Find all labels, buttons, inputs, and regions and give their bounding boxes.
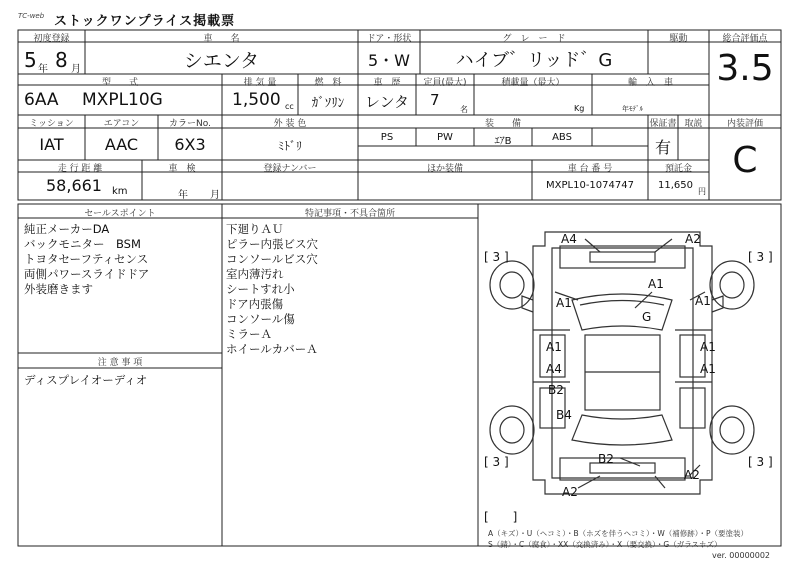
exterior-color: ﾐﾄﾞﾘ [277,139,302,153]
list-item: ディスプレイオーディオ [24,373,148,387]
list-item: シートすれ小 [226,282,295,296]
label-color-no: カラーNo. [169,119,211,129]
label-car-name: 車 名 [203,34,240,44]
unit-person: 名 [460,105,468,114]
label-exterior-color: 外 装 色 [273,119,307,129]
tc-web-logo: TC-web [18,12,45,20]
sales-points-list [24,222,149,297]
door-type: 5・W [367,51,410,70]
list-item: トヨタセーフティセンス [24,252,149,266]
interior-score: C [732,140,758,181]
label-chassis-number: 車 台 番 号 [567,164,613,174]
model-code: 6AA [24,90,59,110]
label-equipment: 装 備 [484,119,521,129]
capacity: 7 [430,91,440,109]
mark-a2-bottom-right: A2 [684,468,700,482]
list-item: 下廻りＡＵ [226,222,284,236]
car-name: シエンタ [183,50,260,72]
reg-month: 8 [55,48,68,72]
list-item: ミラーＡ [226,327,272,341]
mark-a1-right-door2: A1 [700,362,716,376]
equip-airbag: ｴｱB [494,136,512,147]
label-warranty: 保証書 [649,119,677,129]
list-item: 室内薄汚れ [226,267,284,281]
label-estimated-price: 預託金 [664,164,692,174]
label-load: 積載量（最大） [501,78,565,88]
history: レンタ [364,93,410,111]
mark-bracket-bl: [ 3 ] [484,455,509,469]
list-item: バックモニター BSM [24,237,141,251]
estimated-price: 11,650 [658,180,693,191]
mark-a4-top: A4 [561,232,577,246]
label-import: 輸 入 車 [627,78,673,88]
list-item: ドア内張傷 [226,297,284,311]
mark-g-glass: G [642,310,652,324]
label-first-reg: 初度登録 [33,34,70,44]
chassis-number: MXPL10-1074747 [546,180,634,191]
mark-a4-left: A4 [546,362,562,376]
mark-a1-roof: A1 [648,277,664,291]
label-door-type: ドア・形状 [366,34,412,44]
mark-a1-right-door1: A1 [700,340,716,354]
reg-year: 5 [24,48,37,72]
model-name: MXPL10G [82,90,163,110]
insp-month: 月 [210,190,220,201]
list-item: コンソール傷 [226,312,295,326]
label-grade: グ レ ー ド [502,34,566,44]
mark-bracket-br: [ 3 ] [748,455,773,469]
fuel: ｶﾞｿﾘﾝ [311,96,345,111]
label-history: 車 歴 [373,78,401,88]
label-manual: 取説 [684,119,703,129]
mark-b2-left: B2 [548,383,564,397]
mark-bracket-tr: [ 3 ] [748,250,773,264]
list-item: 外装磨きます [24,282,93,296]
label-displacement: 排 気 量 [243,78,277,88]
mark-b4-left: B4 [556,408,572,422]
label-mission: ミッション [29,119,74,129]
unit-cc: cc [285,102,294,111]
label-special-notes: 特記事項・不具合箇所 [304,209,395,219]
displacement: 1,500 [232,90,281,110]
label-inspection: 車 検 [168,164,196,174]
warranty: 有 [654,138,671,157]
cautions-list [24,373,147,388]
label-capacity: 定員(最大) [423,78,467,88]
mission: IAT [39,135,64,154]
label-other-equipment: ほか装備 [426,164,463,174]
mark-a1-left-door1: A1 [546,340,562,354]
mark-a1-right-front: A1 [695,294,711,308]
label-overall-score: 総合評価点 [722,34,768,44]
mileage: 58,661 [46,176,102,195]
mark-b2-rear: B2 [598,452,614,466]
overall-score: 3.5 [716,48,774,89]
list-item: ホイールカバーＡ [226,342,318,356]
equip-ps: PS [380,132,394,143]
unit-km: km [112,186,128,197]
color-no: 6X3 [174,135,206,154]
label-model: 型 式 [101,78,138,88]
label-mileage: 走 行 距 離 [57,164,103,174]
equip-pw: PW [437,132,453,143]
mark-a1-left-front: A1 [556,296,572,310]
label-sales-points: セールスポイント [84,209,156,219]
grade: ハイブ゛リッド゛G [455,50,613,71]
list-item: ピラー内張ビス穴 [226,237,318,251]
aircon: AAC [104,135,139,154]
legend-line-1: A（キズ）・U（ヘコミ）・B（ホズを伴うヘコミ）・W（補修跡）・P（要塗装） [488,529,749,538]
unit-year: 年 [38,64,48,75]
list-item: 純正メーカーDA [24,222,110,236]
insp-year: 年 [178,190,188,201]
import-suffix: 年ﾓﾃﾞﾙ [622,105,643,113]
label-cautions: 注 意 事 項 [97,358,143,368]
unit-month: 月 [71,64,81,75]
unit-kg: Kg [574,104,585,113]
special-notes-list [226,222,318,357]
label-interior-score: 内装評価 [726,119,763,129]
mark-a2-top: A2 [685,232,701,246]
list-item: 両側パワースライドドア [24,267,150,281]
version-text: ver. 00000002 [712,551,771,560]
legend-line-2: S（錆）・C（腐食）・XX（交換済み）・X（要交換）・G（ガラスホズ） [488,540,722,549]
mark-a2-bottom: A2 [562,485,578,499]
label-reg-number: 登録ナンバー [263,164,317,174]
mark-bracket-empty: [ ] [484,510,518,524]
mark-bracket-tl: [ 3 ] [484,250,509,264]
equip-abs: ABS [552,132,572,143]
legend [488,528,748,550]
form-title: ストックワンプライス掲載票 [54,14,236,29]
label-fuel: 燃 料 [314,78,342,88]
label-drive: 駆動 [669,34,688,44]
label-aircon: エアコン [103,119,140,129]
list-item: コンソールビス穴 [226,252,318,266]
unit-yen: 円 [698,187,706,196]
